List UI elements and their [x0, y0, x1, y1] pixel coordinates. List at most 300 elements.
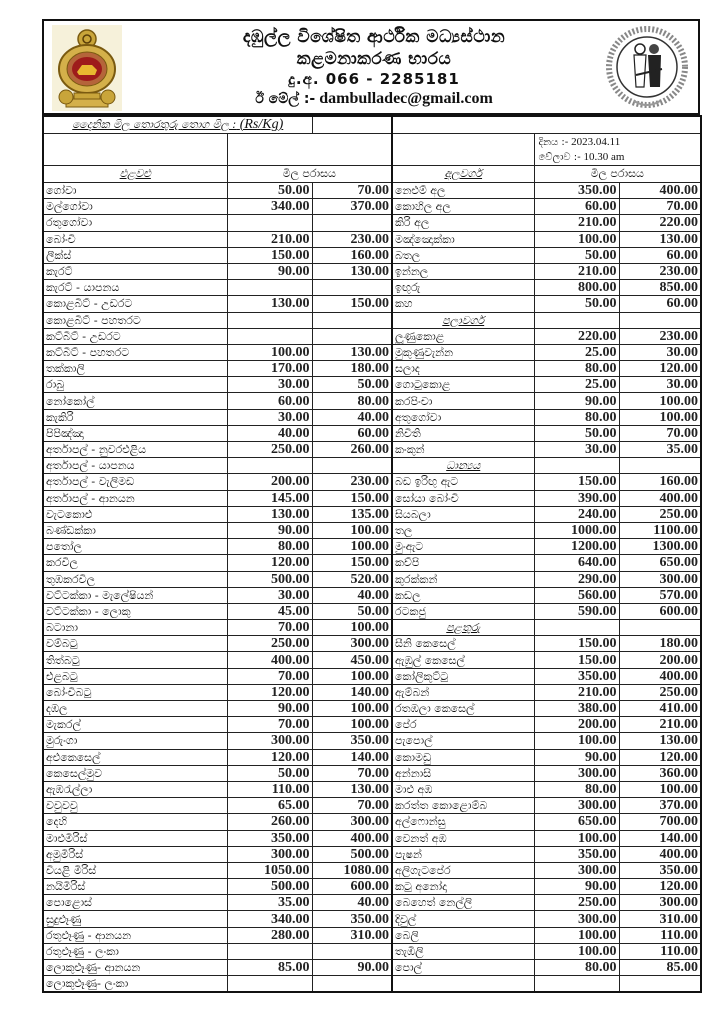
- table-row: [43, 377, 701, 393]
- left-item-name: සුදුළූණු: [43, 911, 227, 927]
- left-max-price: 350.00: [312, 911, 392, 927]
- left-min-price: 90.00: [227, 522, 312, 538]
- left-max-price: 230.00: [312, 231, 392, 247]
- left-min-price: 300.00: [227, 733, 312, 749]
- right-min-price: 650.00: [534, 814, 619, 830]
- right-item-name: නිවිති: [392, 425, 534, 441]
- date-time-cell: [534, 134, 701, 166]
- left-item-name: ලොකුළූණු- ලංකා: [43, 976, 227, 993]
- right-max-price: 120.00: [619, 361, 701, 377]
- left-column-header: එළවළු: [43, 166, 227, 183]
- right-item-name: රටකජු: [392, 603, 534, 619]
- right-item-name: තැඹිලි: [392, 943, 534, 959]
- left-max-price: 70.00: [312, 765, 392, 781]
- left-max-price: 90.00: [312, 960, 392, 976]
- left-min-price: 120.00: [227, 555, 312, 571]
- right-min-price: 350.00: [534, 668, 619, 684]
- left-min-price: 70.00: [227, 668, 312, 684]
- category-heading: ධාන්‍යය: [392, 458, 534, 474]
- left-min-price: [227, 215, 312, 231]
- left-min-price: 340.00: [227, 199, 312, 215]
- left-max-price: [312, 943, 392, 959]
- time-label: වේලාව :-: [538, 151, 581, 163]
- right-item-name: සීනි කෙසෙල්: [392, 636, 534, 652]
- left-item-name: රතුළූණු - ආනයන: [43, 927, 227, 943]
- table-row: [43, 636, 701, 652]
- table-row: [43, 183, 701, 199]
- right-min-price: 80.00: [534, 960, 619, 976]
- right-min-price: 50.00: [534, 425, 619, 441]
- left-min-price: 210.00: [227, 231, 312, 247]
- right-min-price: 150.00: [534, 636, 619, 652]
- left-item-name: තිත්බටු: [43, 652, 227, 668]
- right-item-name: මාළු අඹ: [392, 781, 534, 797]
- right-min-price: 250.00: [534, 895, 619, 911]
- table-row: [43, 943, 701, 959]
- right-item-name: බෙහෙත් නෙල්ලි: [392, 895, 534, 911]
- right-max-price: 300.00: [619, 895, 701, 911]
- left-min-price: 85.00: [227, 960, 312, 976]
- right-item-name: බතල: [392, 247, 534, 263]
- left-max-price: 130.00: [312, 263, 392, 279]
- table-row: [43, 765, 701, 781]
- left-max-price: 180.00: [312, 361, 392, 377]
- table-row: [43, 490, 701, 506]
- left-item-name: බෝංචි: [43, 231, 227, 247]
- right-item-name: ඇඹුල් කෙසෙල්: [392, 652, 534, 668]
- left-item-name: අර්තාපල් - වැලිමඩ: [43, 474, 227, 490]
- left-min-price: 250.00: [227, 442, 312, 458]
- left-item-name: වවුවවු: [43, 798, 227, 814]
- left-item-name: ලීක්ස්: [43, 247, 227, 263]
- table-row: [43, 652, 701, 668]
- right-min-price: 90.00: [534, 749, 619, 765]
- left-item-name: මල්ගෝවා: [43, 199, 227, 215]
- right-max-price: 100.00: [619, 409, 701, 425]
- table-unit: (Rs/Kg): [239, 117, 284, 132]
- table-row: [43, 701, 701, 717]
- right-item-name: පැෂන්: [392, 846, 534, 862]
- table-row: [43, 409, 701, 425]
- right-max-price: 250.00: [619, 684, 701, 700]
- left-max-price: 400.00: [312, 830, 392, 846]
- left-min-price: 250.00: [227, 636, 312, 652]
- document-header: [42, 19, 700, 115]
- table-row: [43, 911, 701, 927]
- left-min-price: 1050.00: [227, 862, 312, 878]
- right-max-price: 400.00: [619, 846, 701, 862]
- table-row: [43, 960, 701, 976]
- left-min-price: 350.00: [227, 830, 312, 846]
- left-max-price: 140.00: [312, 684, 392, 700]
- left-min-price: [227, 328, 312, 344]
- left-max-price: 350.00: [312, 733, 392, 749]
- table-row: [43, 344, 701, 360]
- right-max-price: [619, 620, 701, 636]
- table-row: [43, 312, 701, 328]
- right-max-price: 300.00: [619, 571, 701, 587]
- right-min-price: 560.00: [534, 587, 619, 603]
- right-max-price: 850.00: [619, 280, 701, 296]
- left-min-price: 340.00: [227, 911, 312, 927]
- right-item-name: කව්පි: [392, 555, 534, 571]
- right-max-price: 200.00: [619, 652, 701, 668]
- left-item-name: වම්බටු: [43, 636, 227, 652]
- right-item-name: අල්ෆොන්සු: [392, 814, 534, 830]
- price-table: [42, 115, 702, 993]
- right-item-name: කොමඩු: [392, 749, 534, 765]
- right-min-price: 1200.00: [534, 539, 619, 555]
- right-max-price: 35.00: [619, 442, 701, 458]
- phone-number: දු.අ. 066 - 2285181: [288, 70, 460, 88]
- right-min-price: 380.00: [534, 701, 619, 717]
- left-item-name: අර්තාපල් - නුවරඑළිය: [43, 442, 227, 458]
- right-min-price: 50.00: [534, 247, 619, 263]
- right-max-price: 400.00: [619, 183, 701, 199]
- right-max-price: 70.00: [619, 425, 701, 441]
- left-item-name: නයිමිරිස්: [43, 879, 227, 895]
- left-min-price: 200.00: [227, 474, 312, 490]
- right-max-price: 100.00: [619, 393, 701, 409]
- right-item-name: වෙනත් අඹ: [392, 830, 534, 846]
- table-row: [43, 717, 701, 733]
- right-max-price: 570.00: [619, 587, 701, 603]
- left-max-price: 150.00: [312, 296, 392, 312]
- right-max-price: 140.00: [619, 830, 701, 846]
- right-item-name: කඩල: [392, 587, 534, 603]
- right-min-price: 300.00: [534, 862, 619, 878]
- left-min-price: 50.00: [227, 183, 312, 199]
- left-max-price: 60.00: [312, 425, 392, 441]
- left-item-name: බටානා: [43, 620, 227, 636]
- left-item-name: ඇඹරැල්ලා: [43, 781, 227, 797]
- right-max-price: 100.00: [619, 781, 701, 797]
- right-min-price: 100.00: [534, 231, 619, 247]
- table-row: [43, 263, 701, 279]
- left-min-price: [227, 280, 312, 296]
- left-max-price: 520.00: [312, 571, 392, 587]
- left-max-price: 300.00: [312, 814, 392, 830]
- left-max-price: 40.00: [312, 895, 392, 911]
- sri-lanka-emblem-logo: [52, 25, 122, 111]
- right-item-name: සෝයා බෝංචි: [392, 490, 534, 506]
- right-min-price: 300.00: [534, 798, 619, 814]
- right-min-price: [534, 620, 619, 636]
- left-max-price: 70.00: [312, 183, 392, 199]
- left-max-price: 40.00: [312, 409, 392, 425]
- empty-header-cell: [392, 116, 701, 134]
- left-min-price: 500.00: [227, 879, 312, 895]
- left-max-price: 1080.00: [312, 862, 392, 878]
- date-line: [539, 135, 699, 150]
- right-min-price: 30.00: [534, 442, 619, 458]
- right-min-price: 80.00: [534, 781, 619, 797]
- left-max-price: 100.00: [312, 522, 392, 538]
- table-row: [43, 522, 701, 538]
- right-item-name: කරත්ත කොළොම්බ: [392, 798, 534, 814]
- right-max-price: 220.00: [619, 215, 701, 231]
- right-min-price: 590.00: [534, 603, 619, 619]
- right-min-price: 1000.00: [534, 522, 619, 538]
- left-item-name: මුරුංගා: [43, 733, 227, 749]
- left-item-name: වැටකොළු: [43, 506, 227, 522]
- right-item-name: කටු අනෝදා: [392, 879, 534, 895]
- left-min-price: 110.00: [227, 781, 312, 797]
- right-max-price: 700.00: [619, 814, 701, 830]
- left-max-price: 370.00: [312, 199, 392, 215]
- right-min-price: 80.00: [534, 361, 619, 377]
- right-item-name: බෙලි: [392, 927, 534, 943]
- left-item-name: කරවිල: [43, 555, 227, 571]
- right-max-price: [619, 976, 701, 993]
- table-row: [43, 215, 701, 231]
- left-max-price: 100.00: [312, 717, 392, 733]
- right-item-name: සියබලා: [392, 506, 534, 522]
- right-max-price: [619, 458, 701, 474]
- table-row: [43, 296, 701, 312]
- table-row: [43, 668, 701, 684]
- table-row: [43, 442, 701, 458]
- left-item-name: දඹල: [43, 701, 227, 717]
- left-item-name: මැකරල්: [43, 717, 227, 733]
- right-max-price: 1100.00: [619, 522, 701, 538]
- table-row: [43, 361, 701, 377]
- table-row: [43, 620, 701, 636]
- right-item-name: ලූණුකොළ: [392, 328, 534, 344]
- left-min-price: 70.00: [227, 620, 312, 636]
- right-max-price: 230.00: [619, 328, 701, 344]
- left-item-name: මාළුමිරිස්: [43, 830, 227, 846]
- organization-name-line2: කළමනාකරණ භාරය: [296, 49, 452, 69]
- right-max-price: 60.00: [619, 247, 701, 263]
- left-item-name: කැකිරි: [43, 409, 227, 425]
- right-min-price: 150.00: [534, 474, 619, 490]
- left-item-name: බණ්ඩක්කා: [43, 522, 227, 538]
- right-min-price: [534, 976, 619, 993]
- right-item-name: සලාද: [392, 361, 534, 377]
- table-row: [43, 603, 701, 619]
- right-max-price: 30.00: [619, 344, 701, 360]
- left-item-name: අළුකෙසෙල්: [43, 749, 227, 765]
- right-item-name: පැපොල්: [392, 733, 534, 749]
- right-max-price: 160.00: [619, 474, 701, 490]
- right-max-price: 120.00: [619, 749, 701, 765]
- left-item-name: එළබටු: [43, 668, 227, 684]
- right-min-price: 80.00: [534, 409, 619, 425]
- left-item-name: පතෝල: [43, 539, 227, 555]
- right-min-price: 100.00: [534, 927, 619, 943]
- table-row: [43, 830, 701, 846]
- right-min-price: 25.00: [534, 344, 619, 360]
- left-min-price: 120.00: [227, 749, 312, 765]
- left-max-price: 100.00: [312, 668, 392, 684]
- left-min-price: 150.00: [227, 247, 312, 263]
- right-max-price: 70.00: [619, 199, 701, 215]
- date-label: දිනය :-: [538, 136, 569, 148]
- table-row: [43, 474, 701, 490]
- left-max-price: 50.00: [312, 603, 392, 619]
- table-row: [43, 781, 701, 797]
- left-max-price: 100.00: [312, 620, 392, 636]
- right-min-price: 100.00: [534, 830, 619, 846]
- right-max-price: 400.00: [619, 490, 701, 506]
- left-item-name: තුඹකරවිල: [43, 571, 227, 587]
- time-value: 10.30 am: [583, 150, 625, 163]
- right-min-price: 200.00: [534, 717, 619, 733]
- left-item-name: ලොකුළූණු- ආනයන: [43, 960, 227, 976]
- right-max-price: 310.00: [619, 911, 701, 927]
- right-max-price: 130.00: [619, 733, 701, 749]
- right-min-price: 100.00: [534, 943, 619, 959]
- table-row: [43, 280, 701, 296]
- right-min-price: [534, 458, 619, 474]
- left-item-name: පොළොස්: [43, 895, 227, 911]
- left-min-price: 30.00: [227, 409, 312, 425]
- left-max-price: 450.00: [312, 652, 392, 668]
- left-item-name: රතුගෝවා: [43, 215, 227, 231]
- right-item-name: ඉන්නල: [392, 263, 534, 279]
- table-row: [43, 393, 701, 409]
- left-min-price: 30.00: [227, 377, 312, 393]
- table-row: [43, 733, 701, 749]
- right-min-price: 220.00: [534, 328, 619, 344]
- left-min-price: 40.00: [227, 425, 312, 441]
- left-item-name: කෙසෙල්මුව: [43, 765, 227, 781]
- left-min-price: [227, 312, 312, 328]
- left-max-price: 130.00: [312, 781, 392, 797]
- left-max-price: [312, 458, 392, 474]
- right-item-name: [392, 976, 534, 993]
- left-item-name: බෝංචිබටු: [43, 684, 227, 700]
- table-row: [43, 571, 701, 587]
- left-max-price: 80.00: [312, 393, 392, 409]
- left-item-name: කොළබිට් - පහතරට: [43, 312, 227, 328]
- right-item-name: කොහිල අල: [392, 199, 534, 215]
- table-row: [43, 328, 701, 344]
- table-row: [43, 749, 701, 765]
- left-item-name: කට්බීට් - පහතරට: [43, 344, 227, 360]
- right-min-price: 210.00: [534, 684, 619, 700]
- left-max-price: 40.00: [312, 587, 392, 603]
- left-min-price: 300.00: [227, 846, 312, 862]
- right-max-price: 30.00: [619, 377, 701, 393]
- left-min-price: 30.00: [227, 587, 312, 603]
- right-max-price: 650.00: [619, 555, 701, 571]
- right-min-price: 800.00: [534, 280, 619, 296]
- organization-name-line1: දඹුල්ල විශේෂිත ආර්ථික මධ්‍යස්ථාන: [242, 27, 506, 47]
- left-min-price: 65.00: [227, 798, 312, 814]
- right-max-price: 400.00: [619, 668, 701, 684]
- right-item-name: මුංඇට: [392, 539, 534, 555]
- right-column-header: අලවර්ග: [392, 166, 534, 183]
- right-min-price: 640.00: [534, 555, 619, 571]
- left-item-name: අර්තාපල් - යාපනය: [43, 458, 227, 474]
- table-row: [43, 587, 701, 603]
- left-max-price: 230.00: [312, 474, 392, 490]
- right-item-name: ගොටුකොළ: [392, 377, 534, 393]
- right-max-price: 370.00: [619, 798, 701, 814]
- left-max-price: [312, 280, 392, 296]
- right-max-price: 120.00: [619, 879, 701, 895]
- left-item-name: කැරට්: [43, 263, 227, 279]
- left-item-name: තක්කාලි: [43, 361, 227, 377]
- left-item-name: දෙහි: [43, 814, 227, 830]
- right-item-name: රතඹලා කෙසෙල්: [392, 701, 534, 717]
- table-row: [43, 976, 701, 993]
- table-title: [43, 116, 312, 134]
- left-min-price: 130.00: [227, 296, 312, 312]
- left-max-price: 600.00: [312, 879, 392, 895]
- left-max-price: 130.00: [312, 344, 392, 360]
- time-line: [539, 150, 699, 165]
- table-row: [43, 895, 701, 911]
- left-min-price: 60.00: [227, 393, 312, 409]
- left-min-price: 70.00: [227, 717, 312, 733]
- left-min-price: 145.00: [227, 490, 312, 506]
- category-heading: පලාවර්ග: [392, 312, 534, 328]
- right-max-price: 85.00: [619, 960, 701, 976]
- left-item-name: වට්ටක්කා - ලොකු: [43, 603, 227, 619]
- right-max-price: 360.00: [619, 765, 701, 781]
- left-max-price: 150.00: [312, 490, 392, 506]
- right-price-range-header: මිල පරාසය: [534, 166, 701, 183]
- left-min-price: 170.00: [227, 361, 312, 377]
- left-min-price: 45.00: [227, 603, 312, 619]
- table-row: [43, 458, 701, 474]
- left-min-price: 280.00: [227, 927, 312, 943]
- right-item-name: කරපිංචා: [392, 393, 534, 409]
- right-min-price: 390.00: [534, 490, 619, 506]
- email-line: [159, 90, 589, 108]
- left-min-price: 80.00: [227, 539, 312, 555]
- right-item-name: අලිගැටපේර: [392, 862, 534, 878]
- right-max-price: 210.00: [619, 717, 701, 733]
- left-min-price: 35.00: [227, 895, 312, 911]
- left-item-name: ගෝවා: [43, 183, 227, 199]
- left-min-price: 500.00: [227, 571, 312, 587]
- right-min-price: 150.00: [534, 652, 619, 668]
- table-row: [43, 539, 701, 555]
- date-value: 2023.04.11: [571, 135, 621, 148]
- left-max-price: 70.00: [312, 798, 392, 814]
- right-item-name: මුකුණුවැන්න: [392, 344, 534, 360]
- right-min-price: 300.00: [534, 911, 619, 927]
- right-min-price: [534, 312, 619, 328]
- table-row: [43, 506, 701, 522]
- table-row: [43, 199, 701, 215]
- right-min-price: 300.00: [534, 765, 619, 781]
- table-row: [43, 927, 701, 943]
- right-item-name: කිරි අල: [392, 215, 534, 231]
- email-address: dambulladec@gmail.com: [319, 90, 493, 107]
- left-item-name: අමුමිරිස්: [43, 846, 227, 862]
- left-min-price: 90.00: [227, 701, 312, 717]
- right-item-name: තල: [392, 522, 534, 538]
- right-min-price: 90.00: [534, 393, 619, 409]
- right-max-price: 110.00: [619, 927, 701, 943]
- left-max-price: 500.00: [312, 846, 392, 862]
- right-min-price: 240.00: [534, 506, 619, 522]
- right-item-name: කහ: [392, 296, 534, 312]
- category-heading: පළතුරු: [392, 620, 534, 636]
- left-max-price: 135.00: [312, 506, 392, 522]
- left-min-price: 260.00: [227, 814, 312, 830]
- left-min-price: 400.00: [227, 652, 312, 668]
- right-max-price: 110.00: [619, 943, 701, 959]
- left-item-name: පිපිඤ්ඤා: [43, 425, 227, 441]
- right-min-price: 350.00: [534, 846, 619, 862]
- left-max-price: [312, 328, 392, 344]
